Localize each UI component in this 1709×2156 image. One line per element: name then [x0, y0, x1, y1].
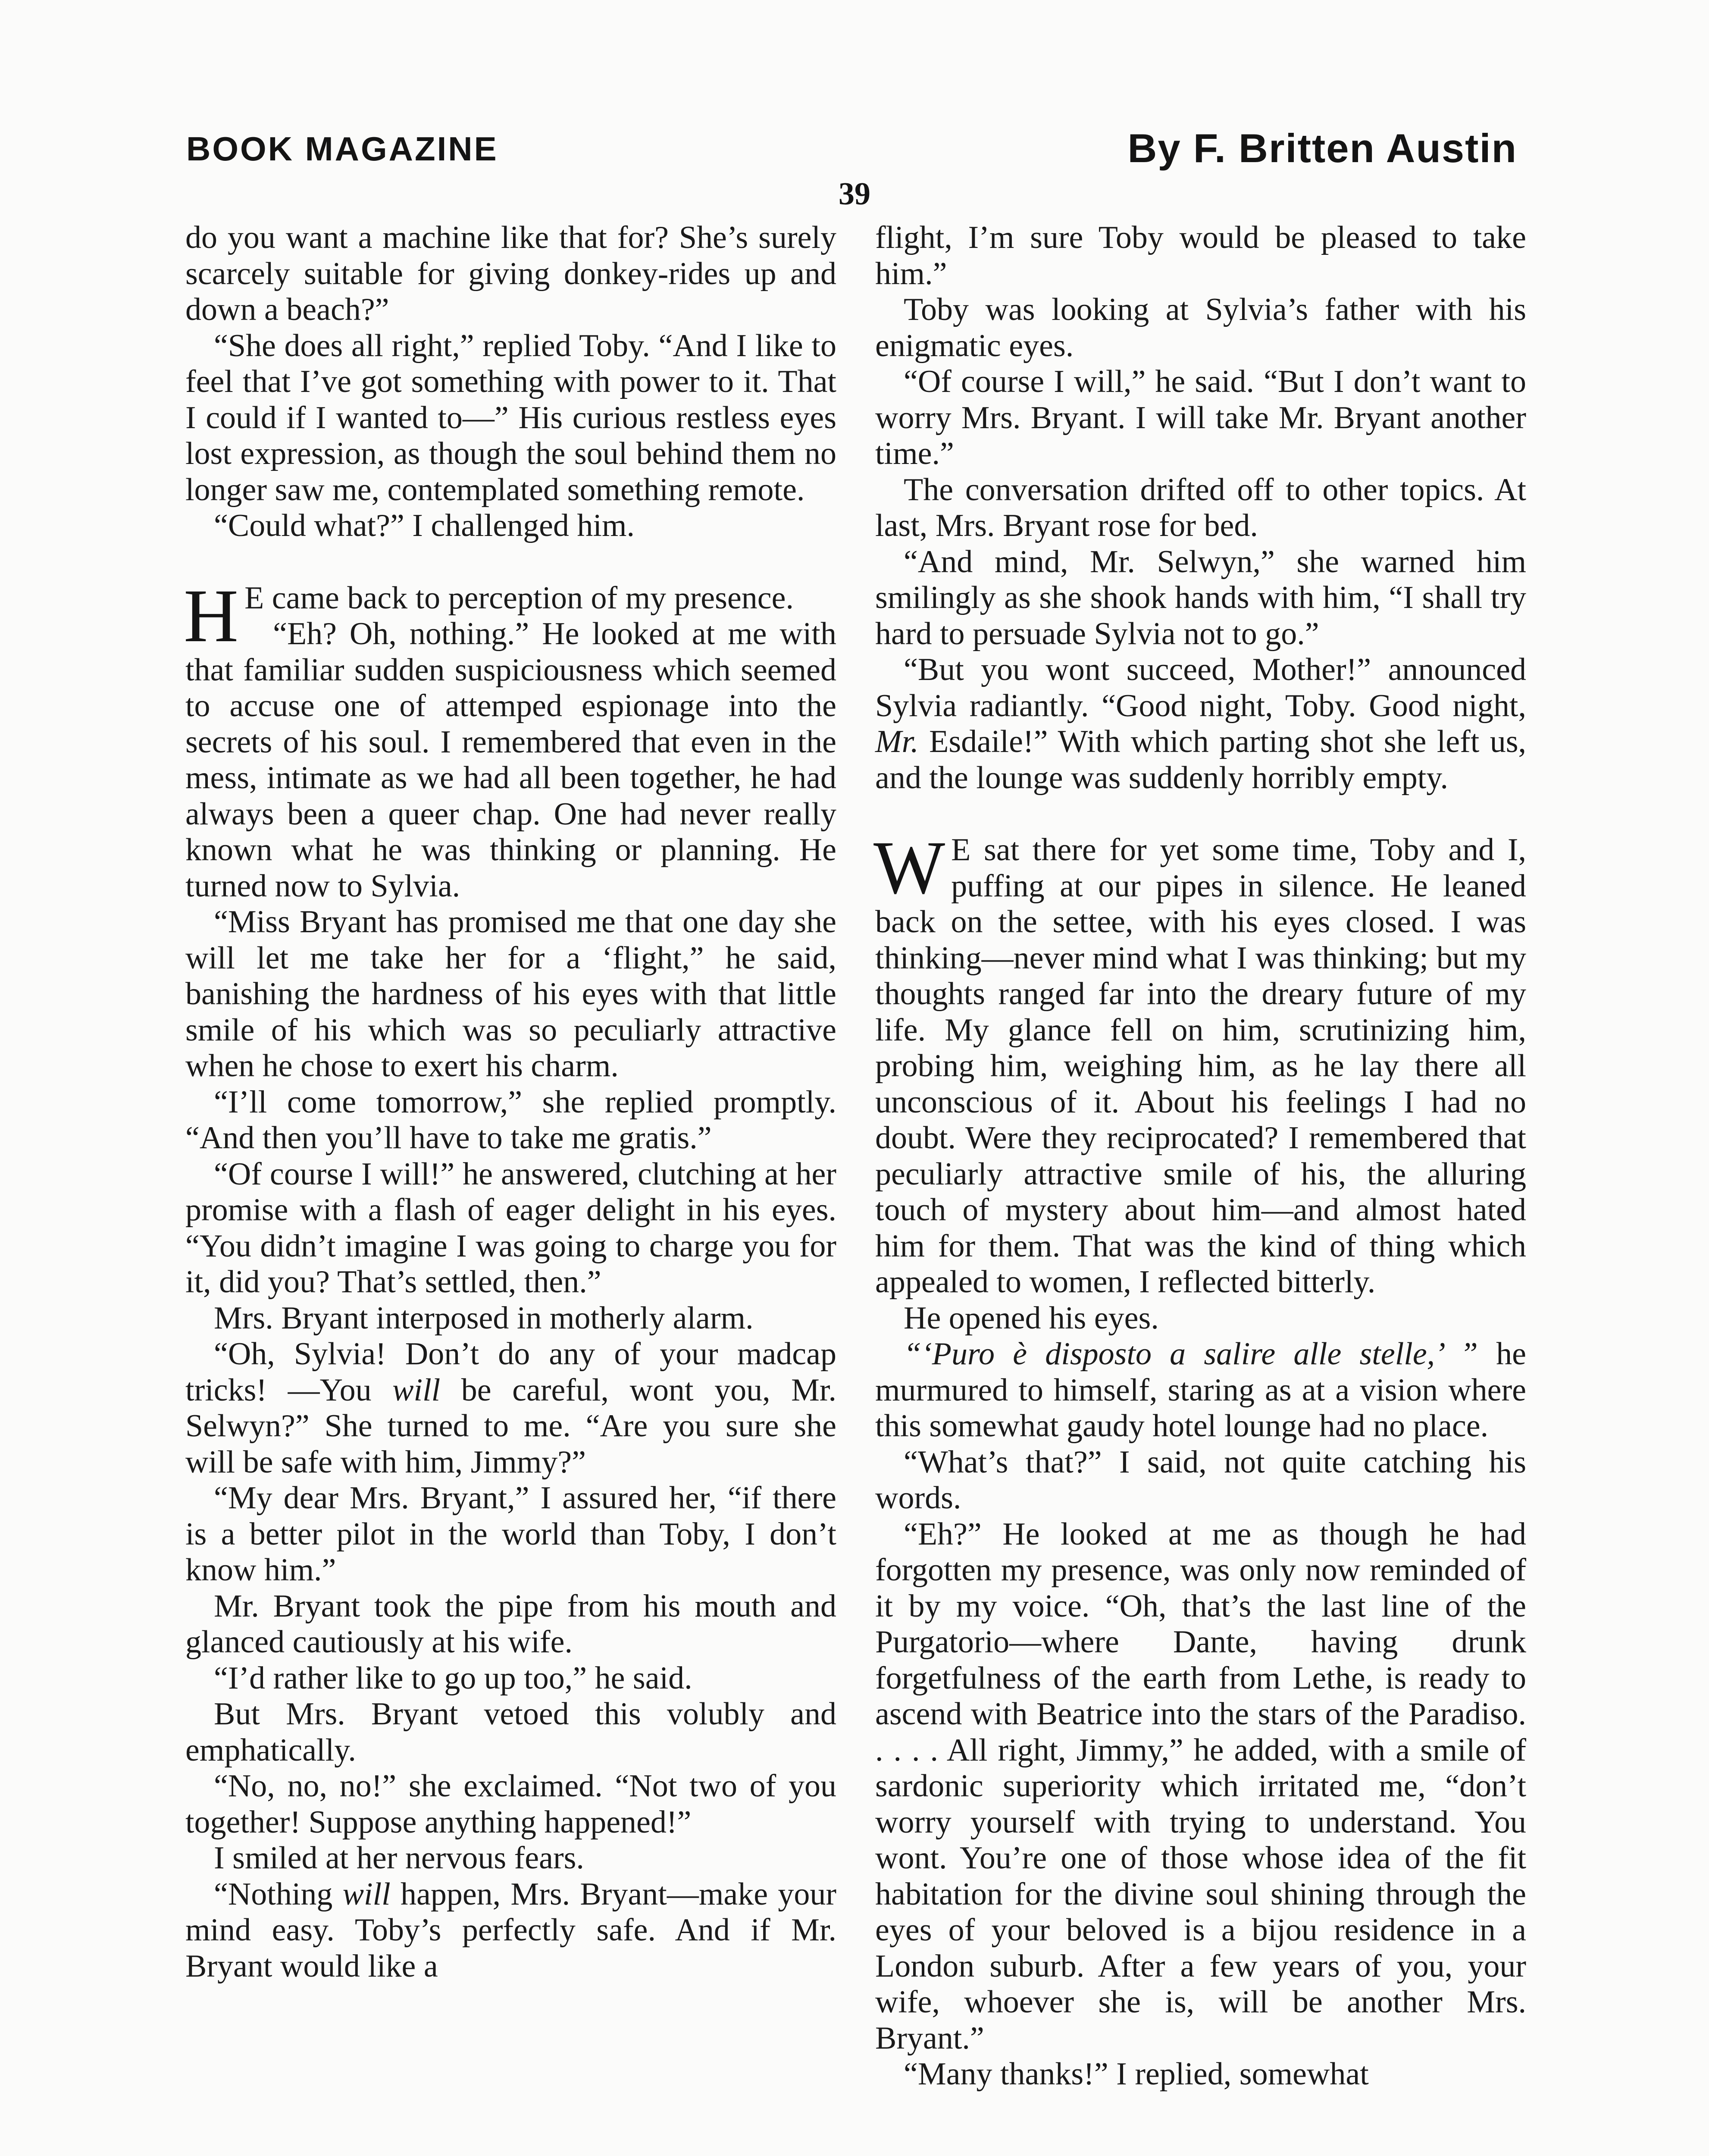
paragraph: “And mind, Mr. Selwyn,” she warned him smilingly as she shook hands with him, “I shall try hard to persuade Sylvia not to go.”: [875, 544, 1526, 652]
paragraph: Mr. Bryant took the pipe from his mouth and glanced cautiously at his wife.: [185, 1588, 836, 1660]
paragraph: [875, 1336, 1526, 1445]
paragraph: “Miss Bryant has promised me that one day she will let me take her for a ‘flight,” he said, banishing the hardness of his eyes with that little smile of his which was so peculiarly attractive when he chose to exert his charm.: [185, 904, 836, 1084]
paragraph: The conversation drifted off to other topics. At last, Mrs. Bryant rose for bed.: [875, 472, 1526, 543]
author-byline: By F. Britten Austin: [1127, 125, 1517, 171]
drop-cap: H: [184, 573, 239, 658]
paragraph: do you want a machine like that for? She’s surely scarcely suitable for giving donkey-rides up and down a beach?”: [185, 220, 836, 327]
text-run: “But you wont succeed, Mother!” announced Sylvia radiantly. “Good night, Toby. Good night,: [875, 652, 1526, 724]
drop-cap: W: [873, 826, 945, 910]
paragraph: “Could what?” I challenged him.: [214, 508, 635, 543]
paragraph: Mrs. Bryant interposed in motherly alarm.: [214, 1300, 754, 1336]
paragraph-dropcap: [184, 573, 836, 658]
text-run: be careful, wont you, Mr. Selwyn?” She turned to me. “Are you sure she will be safe with him, Jimmy?”: [185, 1372, 836, 1480]
text-run: “Oh, Sylvia! Don’t do any of your madcap tricks! —You: [185, 1336, 836, 1408]
paragraph: But Mrs. Bryant vetoed this volubly and emphatically.: [185, 1696, 836, 1768]
text-run: he murmured to himself, staring as at a vision where this somewhat gaudy hotel lounge had no place.: [875, 1336, 1526, 1444]
paragraph: [185, 1336, 836, 1480]
italic-text: Mr.: [875, 724, 919, 759]
right-column: [875, 220, 1526, 2093]
text-run: Esdaile!” With which parting shot she left us, and the lounge was suddenly horribly empty.: [875, 724, 1526, 796]
paragraph-text: E sat there for yet some time, Toby and I, puffing at our pipes in silence. He leaned back on the settee, with his eyes closed. I was thinking—never mind what I was thinking; but my thoughts ranged far into the dreary future of my life. My glance fell on him, scrutinizing him, probing him, weighing him, as he lay there all unconscious of it. About his feelings I had no doubt. Were they reciprocated? I remembered that peculiarly attractive smile of his, the alluring touch of mystery about him—and almost hated him for them. That was the kind of thing which appealed to women, I reflected bitterly.: [875, 832, 1526, 1300]
paragraph: “I’d rather like to go up too,” he said.: [214, 1660, 692, 1696]
italic-text: will: [392, 1372, 441, 1408]
paragraph-text: E came back to perception of my presence.: [244, 580, 794, 616]
paragraph: I smiled at her nervous fears.: [214, 1840, 584, 1876]
paragraph: “No, no, no!” she exclaimed. “Not two of you together! Suppose anything happened!”: [185, 1768, 836, 1840]
paragraph: “Eh?” He looked at me as though he had forgotten my presence, was only now reminded of it by my voice. “Oh, that’s the last line of the Purgatorio—where Dante, having drunk forgetfulness of the earth from Lethe, is ready to ascend with Beatrice into the stars of the Paradiso. . . . . All right, Jimmy,” he added, with a smile of sardonic superiority which irritated me, “don’t worry yourself with trying to understand. You wont. You’re one of those whose idea of the fit habitation for the divine soul shining through the eyes of your beloved is a bijou residence in a London suburb. After a few years of you, your wife, whoever she is, will be another Mrs. Bryant.”: [875, 1516, 1526, 2056]
paragraph: “Of course I will,” he said. “But I don’t want to worry Mrs. Bryant. I will take Mr. Bryant another time.”: [875, 364, 1526, 471]
text-run: “Nothing: [214, 1876, 343, 1912]
paragraph-dropcap: [873, 826, 1526, 1300]
paragraph: “Of course I will!” he answered, clutching at her promise with a flash of eager delight in his eyes. “You didn’t imagine I was going to charge you for it, did you? That’s settled, then.”: [185, 1156, 836, 1300]
paragraph: “Many thanks!” I replied, somewhat: [904, 2056, 1369, 2092]
text-run: happen, Mrs. Bryant—make your mind easy. Toby’s perfectly safe. And if Mr. Bryant would like a: [185, 1876, 836, 1984]
paragraph: “What’s that?” I said, not quite catching his words.: [875, 1444, 1526, 1516]
paragraph: He opened his eyes.: [904, 1300, 1159, 1336]
paragraph: flight, I’m sure Toby would be pleased to take him.”: [875, 220, 1526, 291]
paragraph: “I’ll come tomorrow,” she replied promptly. “And then you’ll have to take me gratis.”: [185, 1084, 836, 1156]
italic-text: will: [342, 1876, 391, 1912]
paragraph: [185, 1877, 836, 1985]
paragraph: [875, 652, 1526, 796]
page-number: 39: [839, 176, 870, 212]
italic-quote: “‘Puro è disposto a salire alle stelle,’ ”: [904, 1336, 1478, 1372]
paragraph: “She does all right,” replied Toby. “And I like to feel that I’ve got something with power to it. That I could if I wanted to—” His curious restless eyes lost expression, as though the soul behind them no longer saw me, contemplated something remote.: [185, 328, 836, 508]
paragraph: “Eh? Oh, nothing.” He looked at me with that familiar sudden suspiciousness which seemed to accuse one of attemped espionage into the secrets of his soul. I remembered that even in the mess, intimate as we had all been together, he had always been a queer chap. One had never really known what he was thinking or planning. He turned now to Sylvia.: [185, 616, 836, 904]
paragraph: Toby was looking at Sylvia’s father with his enigmatic eyes.: [875, 292, 1526, 364]
publication-title: BOOK MAGAZINE: [186, 130, 498, 168]
left-column: [185, 220, 836, 1984]
paragraph: “My dear Mrs. Bryant,” I assured her, “if there is a better pilot in the world than Toby, I don’t know him.”: [185, 1480, 836, 1588]
